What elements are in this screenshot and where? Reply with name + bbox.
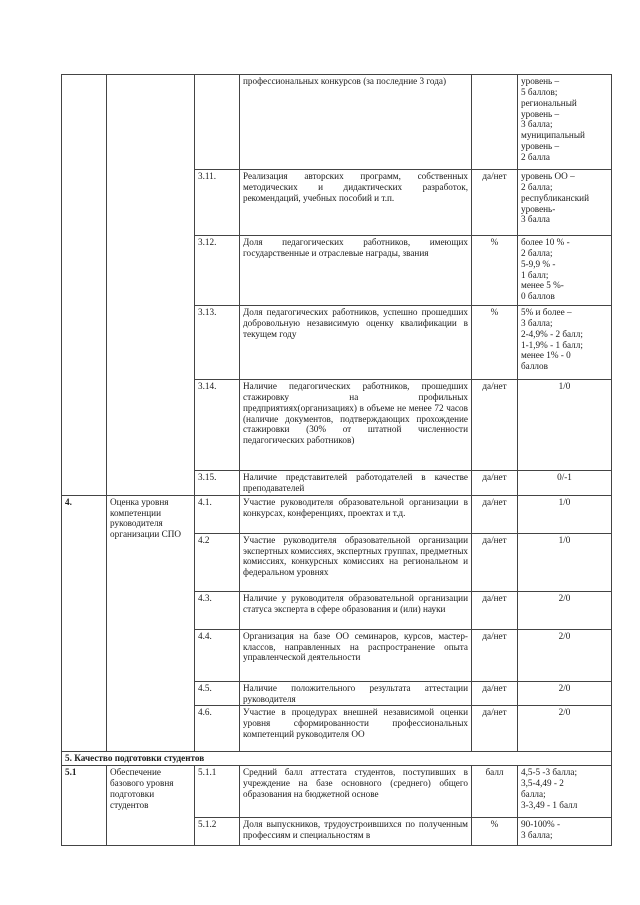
table-row — [62, 75, 612, 170]
group-title-cell — [107, 75, 195, 496]
table-row — [62, 495, 612, 533]
item-number: 3.15. — [195, 471, 240, 496]
criterion-text: Доля выпускников, трудоустроившихся по полученным профессиям и специальностям в — [240, 818, 472, 846]
criterion-text: Реализация авторских программ, собственных методических и дидактических разработок, рекомендаций, учебных пособий и т.п. — [240, 170, 472, 236]
score-cell: 1/0 — [518, 495, 612, 533]
group-number-cell — [62, 75, 107, 496]
unit-cell: да/нет — [472, 533, 518, 591]
unit-cell: да/нет — [472, 380, 518, 471]
table-row — [62, 766, 612, 818]
score-cell: 5% и более – 3 балла; 2-4,9% - 2 балл; 1-1,9% - 1 балл; менее 1% - 0 баллов — [518, 306, 612, 380]
unit-cell: да/нет — [472, 170, 518, 236]
criterion-text: Наличие представителей работодателей в качестве преподавателей — [240, 471, 472, 496]
score-cell: более 10 % - 2 балла; 5-9,9 % - 1 балл; менее 5 %- 0 баллов — [518, 236, 612, 306]
item-number: 5.1.1 — [195, 766, 240, 818]
item-number: 3.11. — [195, 170, 240, 236]
score-cell: уровень – 5 баллов; региональный уровень – 3 балла; муниципальный уровень – 2 балла — [518, 75, 612, 170]
item-number: 3.12. — [195, 236, 240, 306]
criterion-text: Доля педагогических работников, имеющих государственные и отраслевые награды, звания — [240, 236, 472, 306]
criterion-text: Средний балл аттестата студентов, поступивших в учреждение на базе основного (среднего) общего образования на бюджетной основе — [240, 766, 472, 818]
item-number: 4.5. — [195, 681, 240, 706]
group-number: 5.1 — [62, 766, 107, 846]
item-number: 4.2 — [195, 533, 240, 591]
criterion-text: Доля педагогических работников, успешно прошедших добровольную независимую оценку квалификации в текущем году — [240, 306, 472, 380]
item-number: 5.1.2 — [195, 818, 240, 846]
unit-cell: да/нет — [472, 471, 518, 496]
criterion-text: Участие руководителя образовательной организации экспертных комиссиях, экспертных группах, предметных комиссиях, конкурсных комиссиях на региональном и федеральном уровнях — [240, 533, 472, 591]
score-cell: 4,5-5 -3 балла; 3,5-4,49 - 2 балла; 3-3,49 - 1 балл — [518, 766, 612, 818]
unit-cell: да/нет — [472, 706, 518, 752]
unit-cell: % — [472, 818, 518, 846]
criterion-text: Организация на базе ОО семинаров, курсов, мастер-классов, направленных на распространение опыта управленческой деятельности — [240, 629, 472, 681]
score-cell: 2/0 — [518, 629, 612, 681]
item-number — [195, 75, 240, 170]
item-number: 4.1. — [195, 495, 240, 533]
criterion-text: Наличие у руководителя образовательной организации статуса эксперта в сфере образования и (или) науки — [240, 591, 472, 629]
criterion-text: Наличие положительного результата аттестации руководителя — [240, 681, 472, 706]
score-cell: уровень ОО – 2 балла; республиканский уровень- 3 балла — [518, 170, 612, 236]
item-number: 4.3. — [195, 591, 240, 629]
criterion-text: Участие в процедурах внешней независимой оценки уровня сформированности профессиональных компетенций руководителя ОО — [240, 706, 472, 752]
unit-cell: % — [472, 236, 518, 306]
score-cell: 2/0 — [518, 681, 612, 706]
section-row — [62, 752, 612, 766]
item-number: 3.13. — [195, 306, 240, 380]
criterion-text: Наличие педагогических работников, прошедших стажировку на профильных предприятиях(организациях) в объеме не менее 72 часов (наличие документов, подтверждающих прохождение стажировки (30% от штатной численности педагогических работников) — [240, 380, 472, 471]
group-title: Оценка уровня компетенции руководителя организации СПО — [107, 495, 195, 752]
item-number: 4.4. — [195, 629, 240, 681]
score-cell: 0/-1 — [518, 471, 612, 496]
unit-cell: % — [472, 306, 518, 380]
unit-cell: да/нет — [472, 591, 518, 629]
score-cell: 2/0 — [518, 591, 612, 629]
group-title: Обеспечение базового уровня подготовки студентов — [107, 766, 195, 846]
unit-cell: да/нет — [472, 495, 518, 533]
unit-cell: балл — [472, 766, 518, 818]
score-cell: 2/0 — [518, 706, 612, 752]
criterion-text: профессиональных конкурсов (за последние 3 года) — [240, 75, 472, 170]
score-cell: 90-100% - 3 балла; — [518, 818, 612, 846]
unit-cell: да/нет — [472, 629, 518, 681]
section-heading: 5. Качество подготовки студентов — [62, 752, 612, 766]
unit-cell: да/нет — [472, 681, 518, 706]
item-number: 3.14. — [195, 380, 240, 471]
score-cell: 1/0 — [518, 380, 612, 471]
criterion-text: Участие руководителя образовательной организации в конкурсах, конференциях, проектах и т.д. — [240, 495, 472, 533]
item-number: 4.6. — [195, 706, 240, 752]
unit-cell — [472, 75, 518, 170]
group-number: 4. — [62, 495, 107, 752]
criteria-table — [61, 74, 612, 846]
score-cell: 1/0 — [518, 533, 612, 591]
